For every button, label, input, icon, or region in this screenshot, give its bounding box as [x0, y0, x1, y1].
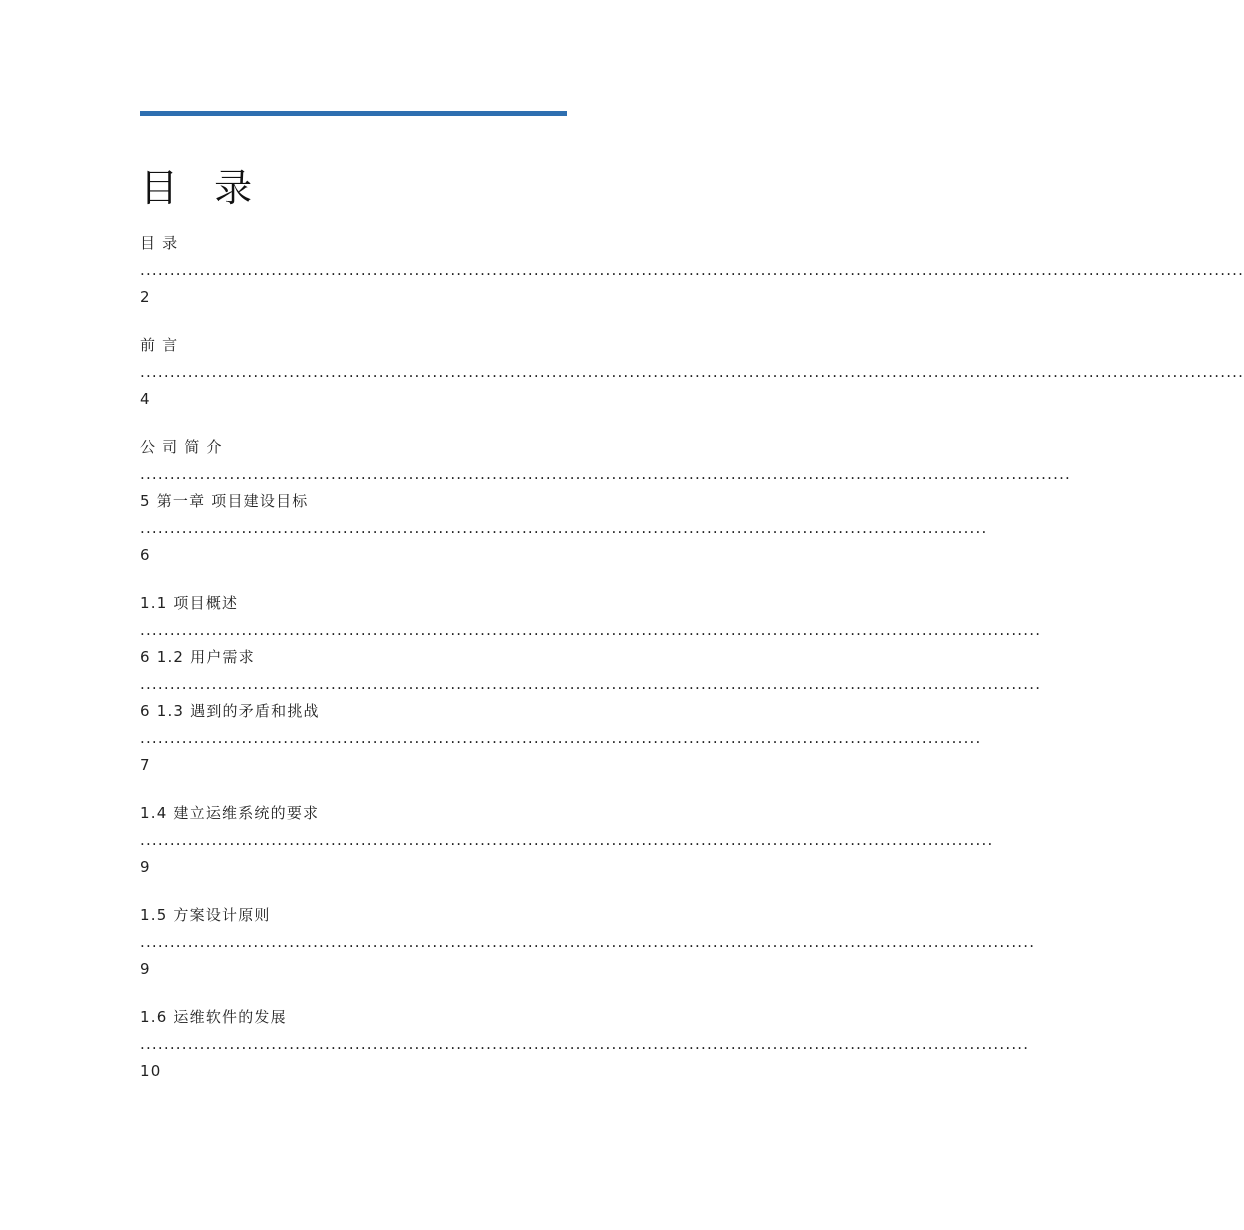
toc-entry[interactable]: 公 司 简 介 ............................................................................................................................................................ 5 第一章 项目建设目标 .............................................................................................................................................. 6: [140, 438, 1072, 564]
toc-entry[interactable]: 1.5 方案设计原则 ...................................................................................................................................................... 9: [140, 906, 1036, 978]
header-accent-rule: [140, 111, 567, 116]
toc-entry[interactable]: 目 录 ......................................................................................................................................................................................... 2: [140, 234, 1244, 306]
table-of-contents: [140, 230, 1244, 1106]
toc-entry[interactable]: 前 言 ......................................................................................................................................................................................... 4: [140, 336, 1244, 408]
toc-entry[interactable]: 1.1 项目概述 ....................................................................................................................................................... 6 1.2 用户需求 ....................................................................................................................................................... 6 1.3 遇到的矛盾和挑战 ............................................................................................................................................. 7: [140, 594, 1042, 774]
toc-entry[interactable]: 1.4 建立运维系统的要求 ............................................................................................................................................... 9: [140, 804, 994, 876]
document-title: 目 录: [140, 166, 265, 210]
toc-entry[interactable]: 1.6 运维软件的发展 ..................................................................................................................................................... 10: [140, 1008, 1030, 1080]
